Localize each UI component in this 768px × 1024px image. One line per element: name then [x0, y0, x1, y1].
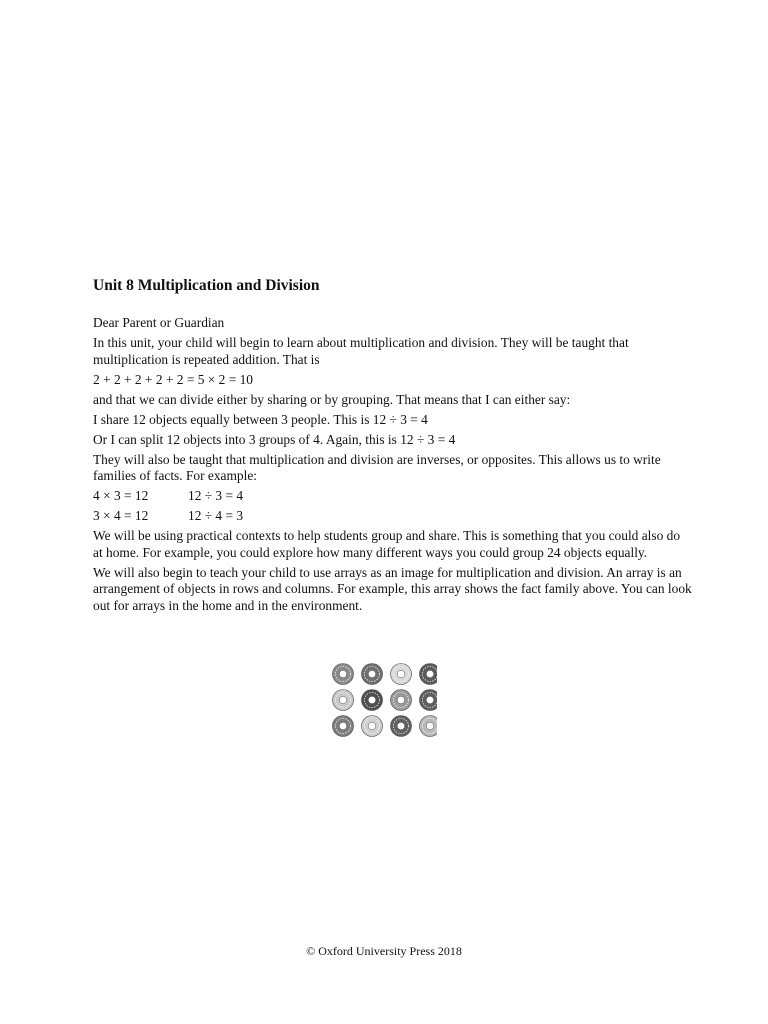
donut-icon: [391, 664, 412, 685]
division-fact: 12 ÷ 3 = 4: [188, 488, 244, 503]
donut-icon: [333, 690, 354, 711]
letter-body: [93, 276, 693, 618]
donut-array-image: [331, 662, 437, 740]
paragraph-arrays: We will also begin to teach your child to use arrays as an image for multiplication and division. An array is an arrangement of objects in rows and columns. For example, this array shows the fact family above. You can look out for arrays in the home and in the environment.: [93, 564, 692, 613]
donut-icon: [362, 690, 383, 711]
paragraph-sharing: I share 12 objects equally between 3 people. This is 12 ÷ 3 = 4: [93, 411, 428, 427]
fact-family-row: [93, 488, 693, 505]
paragraph-divide: and that we can divide either by sharing or by grouping. That means that I can either say:: [93, 391, 571, 407]
donut-icon: [391, 690, 412, 711]
donut-icon: [362, 664, 383, 685]
donut-icon: [420, 716, 438, 737]
donut-icon: [362, 716, 383, 737]
division-fact: 12 ÷ 4 = 3: [188, 508, 244, 523]
donut-icon: [420, 664, 438, 685]
paragraph-inverses: They will also be taught that multiplication and division are inverses, or opposites. This allows us to write families of facts. For example:: [93, 451, 661, 483]
multiplication-fact: 4 × 3 = 12: [93, 488, 149, 503]
donut-icon: [420, 690, 438, 711]
donut-icon: [391, 716, 412, 737]
multiplication-fact: 3 × 4 = 12: [93, 508, 149, 523]
paragraph-intro: In this unit, your child will begin to learn about multiplication and division. They will be taught that multiplication is repeated addition. That is: [93, 335, 629, 367]
donut-icon: [333, 716, 354, 737]
equation-repeated-addition: 2 + 2 + 2 + 2 + 2 = 5 × 2 = 10: [93, 371, 253, 387]
donut-icon: [333, 664, 354, 685]
paragraph-grouping: Or I can split 12 objects into 3 groups of 4. Again, this is 12 ÷ 3 = 4: [93, 431, 456, 447]
page-title: Unit 8 Multiplication and Division: [93, 277, 320, 294]
copyright-footer: © Oxford University Press 2018: [306, 944, 462, 958]
salutation: Dear Parent or Guardian: [93, 315, 225, 330]
paragraph-practical: We will be using practical contexts to help students group and share. This is something that you could also do at home. For example, you could explore how many different ways you could group 24 objects equally.: [93, 528, 681, 560]
fact-family-row: [93, 508, 693, 525]
